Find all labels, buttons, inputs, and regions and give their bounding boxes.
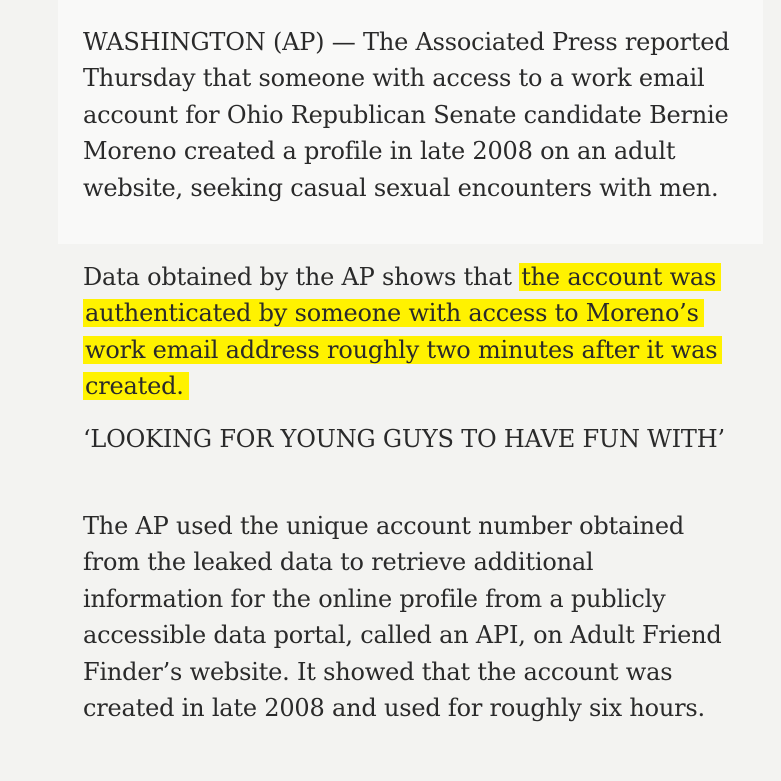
section-heading: ‘LOOKING FOR YOUNG GUYS TO HAVE FUN WITH’ <box>83 425 725 453</box>
paragraph-lead-text: Data obtained by the AP shows that <box>83 263 520 291</box>
article-paragraph-api: The AP used the unique account number obtained from the leaked data to retrieve additional information for the online profile from a publicly accessible data portal, called an API, on Adult Friend Finder’s website. It showed that the account was created in late 2008 and used for roughly six hours. <box>83 512 722 723</box>
highlighted-text: the account was authenticated by someone with access to Moreno’s work email address roughly two minutes after it was created. <box>83 263 722 400</box>
article-paragraph-lead: WASHINGTON (AP) — The Associated Press reported Thursday that someone with access to a work email account for Ohio Republican Senate candidate Bernie Moreno created a profile in late 2008 on an adult website, seeking casual sexual encounters with men. <box>83 28 730 202</box>
article-paragraph-highlighted <box>83 259 733 405</box>
